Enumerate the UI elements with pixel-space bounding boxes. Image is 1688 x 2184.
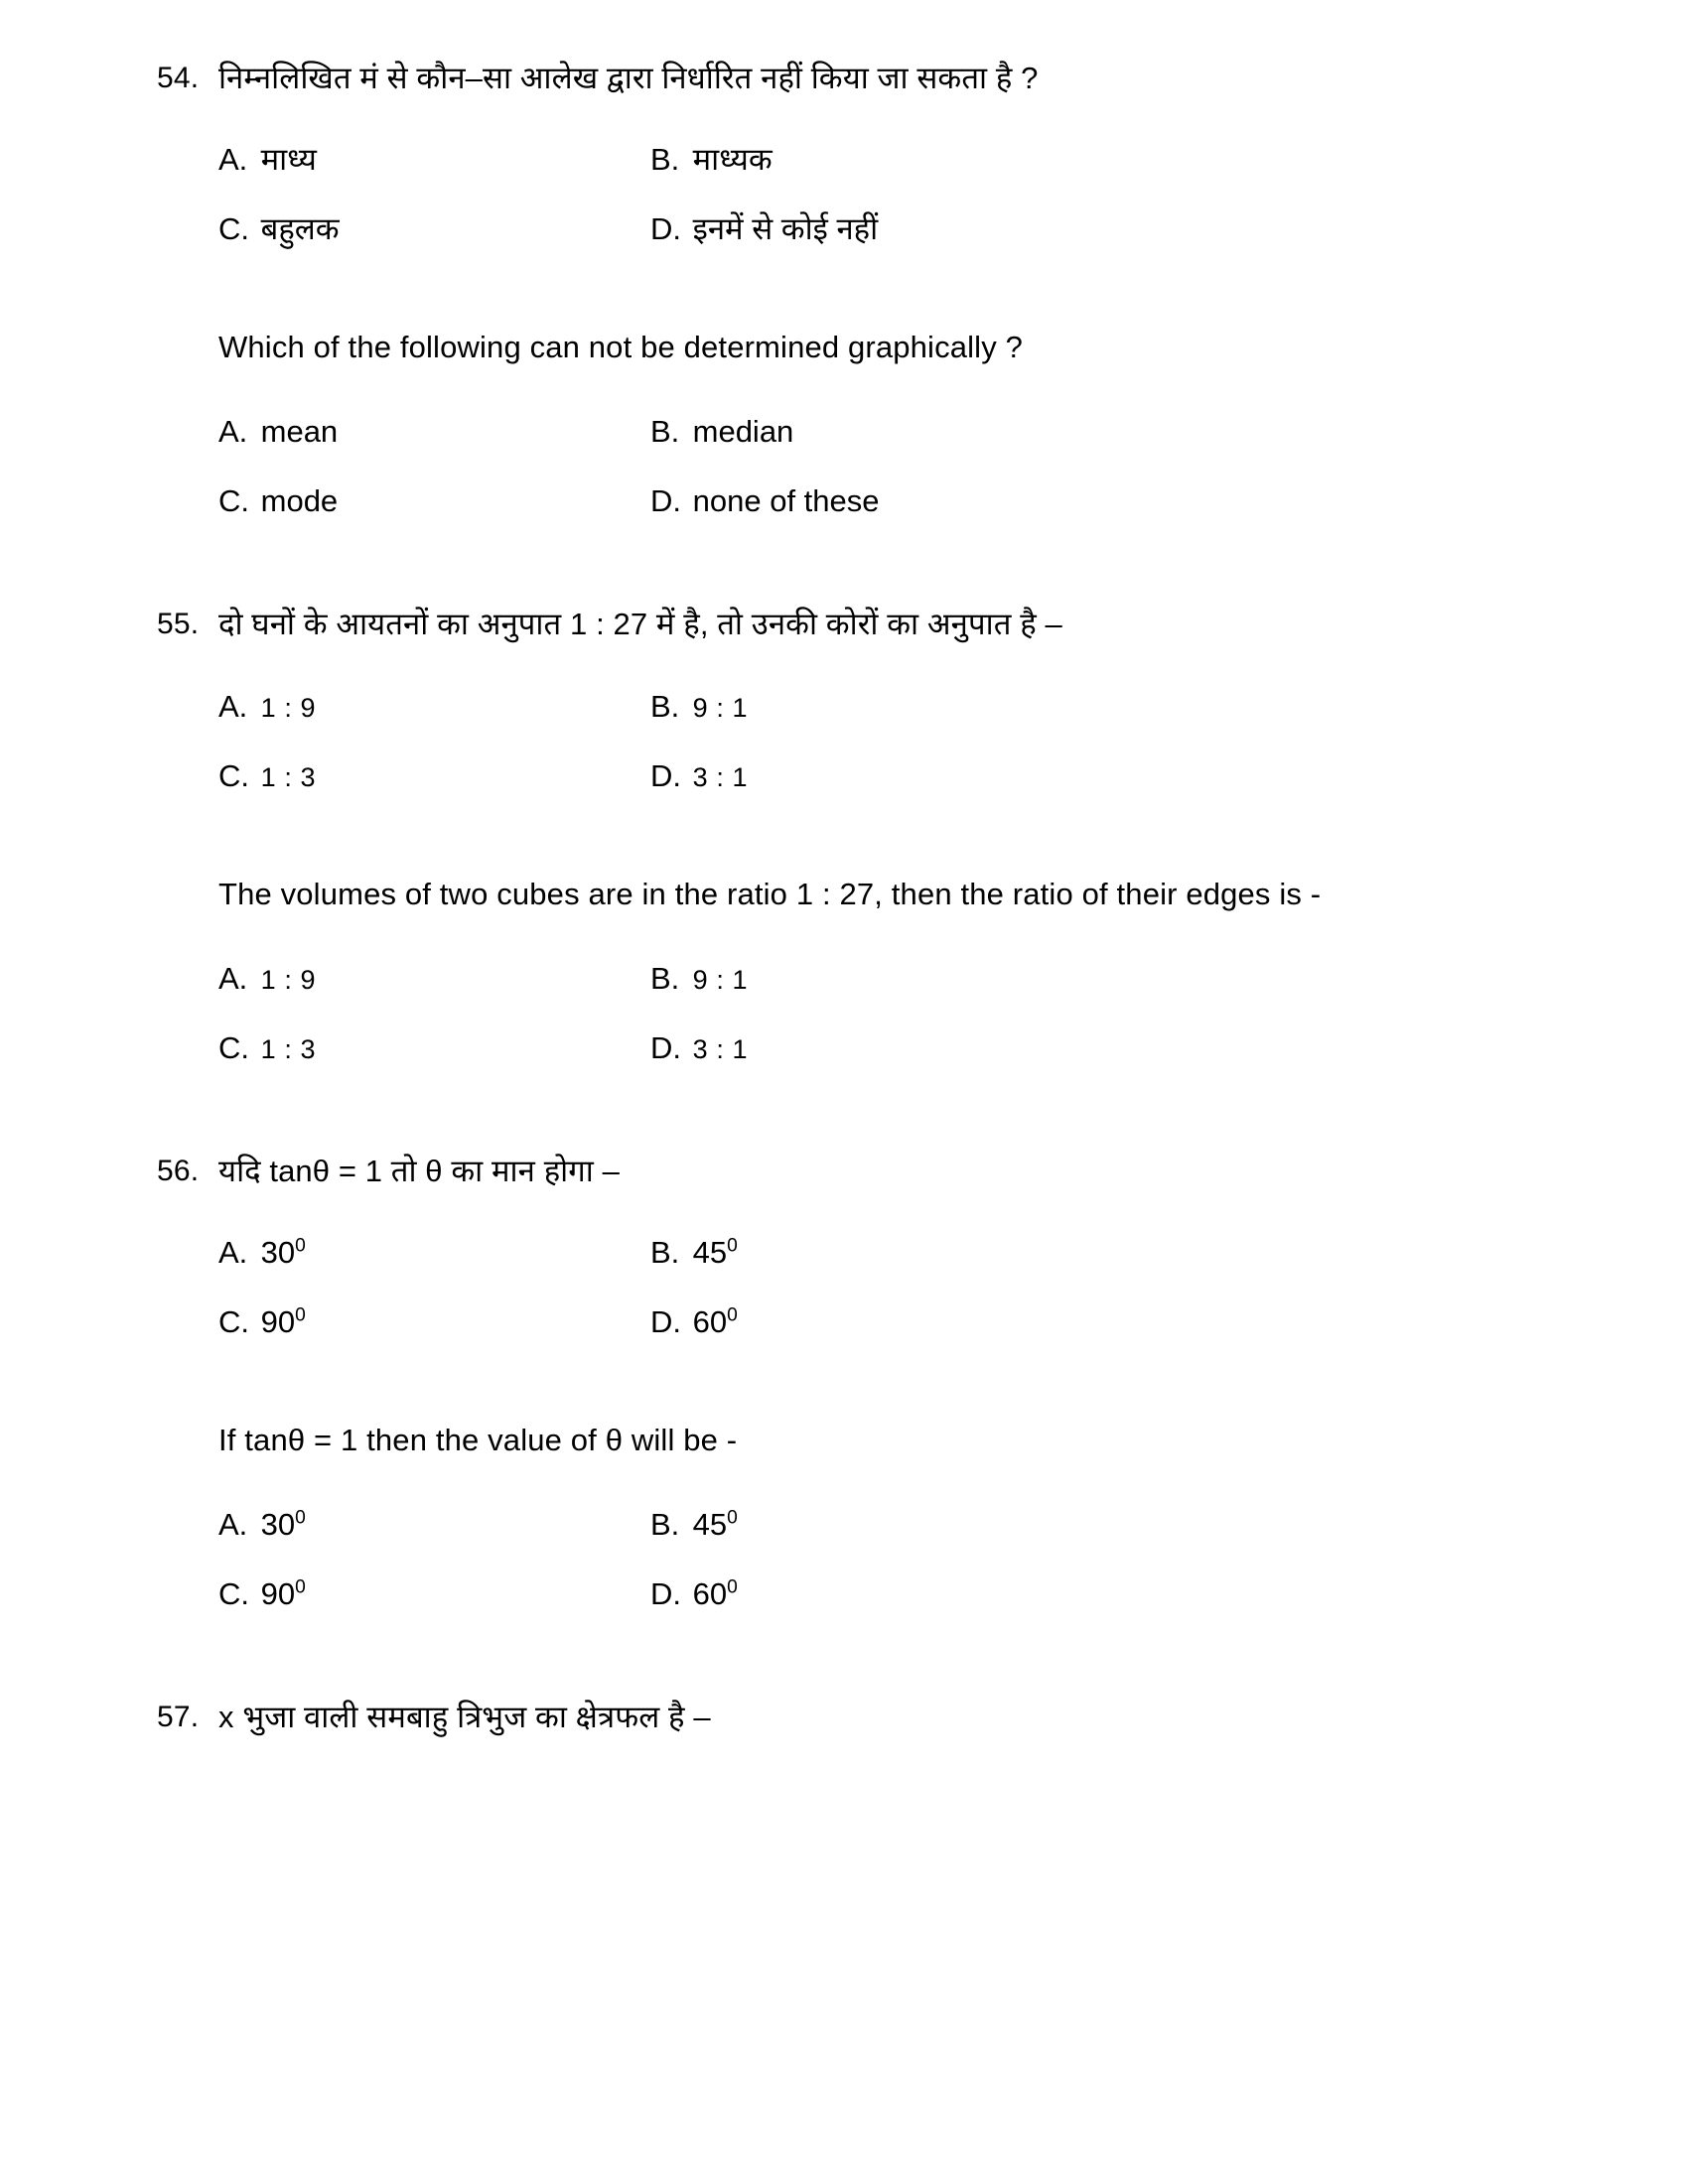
spacer (0, 644, 1688, 688)
option-56-english-c[interactable] (218, 1575, 650, 1612)
question-number-54: 54. (157, 62, 200, 94)
option-value: 45 (692, 1507, 728, 1543)
question-number-57: 57. (157, 1701, 200, 1734)
degree-superscript: 0 (727, 1577, 738, 1599)
option-54-english-b[interactable] (650, 413, 1082, 450)
question-block-54 (0, 60, 1688, 552)
question-54-hindi-row (0, 60, 1688, 97)
option-row (218, 960, 1509, 1029)
spacer (0, 280, 1688, 326)
option-56-hindi-d[interactable] (650, 1303, 1082, 1340)
option-value: 1 : 3 (260, 761, 317, 792)
option-value: 3 : 1 (692, 761, 749, 792)
option-value: mode (260, 483, 339, 519)
question-56-hindi-options (218, 1234, 1509, 1373)
spacer (0, 1190, 1688, 1234)
option-label: D. (650, 211, 681, 247)
spacer (0, 1373, 1688, 1419)
option-label: B. (650, 1507, 680, 1543)
option-55-hindi-d[interactable] (650, 757, 1082, 794)
question-54-hindi-options (218, 141, 1509, 280)
option-value: 90 (260, 1304, 296, 1340)
option-value: माध्य (260, 142, 317, 178)
spacer (0, 97, 1688, 141)
option-value: 45 (692, 1235, 728, 1271)
option-54-hindi-c[interactable] (218, 210, 650, 247)
question-55-english-text: The volumes of two cubes are in the ratio 1 : 27, then the ratio of their edges is - (218, 876, 1322, 911)
option-54-english-a[interactable] (218, 413, 650, 450)
question-54-english-options (218, 413, 1509, 552)
spacer (0, 1099, 1688, 1153)
option-54-english-c[interactable] (218, 482, 650, 519)
option-55-english-c[interactable] (218, 1029, 650, 1066)
option-label: D. (650, 1029, 681, 1065)
option-label: A. (218, 1507, 248, 1543)
option-54-hindi-b[interactable] (650, 141, 1082, 178)
option-label: C. (218, 1304, 249, 1340)
option-value: 1 : 9 (260, 692, 317, 723)
option-56-english-a[interactable] (218, 1506, 650, 1543)
option-row (218, 1575, 1509, 1645)
question-55-hindi-options (218, 688, 1509, 827)
option-56-hindi-c[interactable] (218, 1303, 650, 1340)
degree-superscript: 0 (295, 1305, 306, 1327)
option-value: mean (260, 414, 339, 450)
option-label: A. (218, 688, 248, 724)
option-55-english-d[interactable] (650, 1029, 1082, 1066)
degree-superscript: 0 (295, 1508, 306, 1530)
option-label: C. (218, 1576, 249, 1612)
option-56-english-b[interactable] (650, 1506, 1082, 1543)
option-row (218, 141, 1509, 210)
option-label: B. (650, 1235, 680, 1271)
option-row (218, 413, 1509, 482)
option-label: D. (650, 1576, 681, 1612)
option-55-english-b[interactable] (650, 960, 1082, 997)
option-value: बहुलक (260, 211, 340, 247)
option-value: 9 : 1 (692, 964, 749, 995)
spacer (0, 916, 1688, 960)
option-56-hindi-a[interactable] (218, 1234, 650, 1271)
option-54-english-d[interactable] (650, 482, 1082, 519)
option-value: इनमें से कोई नहीं (692, 211, 879, 247)
option-label: B. (650, 688, 680, 724)
question-56-english-options (218, 1506, 1509, 1645)
option-label: D. (650, 483, 681, 519)
option-55-hindi-a[interactable] (218, 688, 650, 725)
question-55-hindi-row (0, 606, 1688, 643)
question-number-56: 56. (157, 1154, 200, 1187)
option-label: D. (650, 757, 681, 793)
option-55-english-a[interactable] (218, 960, 650, 997)
option-label: B. (650, 142, 680, 178)
option-label: C. (218, 483, 249, 519)
option-row (218, 1234, 1509, 1303)
degree-superscript: 0 (727, 1508, 738, 1530)
option-54-hindi-d[interactable] (650, 210, 1082, 247)
option-row (218, 1029, 1509, 1099)
spacer (0, 827, 1688, 873)
question-block-57 (0, 1699, 1688, 1736)
option-label: A. (218, 1235, 248, 1271)
spacer (0, 552, 1688, 606)
option-label: D. (650, 1304, 681, 1340)
question-55-hindi-text: दो घनों के आयतनों का अनुपात 1 : 27 में है, तो उनकी कोरों का अनुपात है – (218, 607, 1062, 642)
option-label: C. (218, 211, 249, 247)
option-56-english-d[interactable] (650, 1575, 1082, 1612)
option-54-hindi-a[interactable] (218, 141, 650, 178)
option-row (218, 1506, 1509, 1575)
spacer (0, 1645, 1688, 1699)
option-value: 90 (260, 1576, 296, 1612)
option-value: माध्यक (692, 142, 773, 178)
option-55-hindi-b[interactable] (650, 688, 1082, 725)
option-value: 9 : 1 (692, 692, 749, 723)
option-value: 3 : 1 (692, 1033, 749, 1064)
degree-superscript: 0 (727, 1236, 738, 1258)
option-label: A. (218, 960, 248, 996)
option-value: 30 (260, 1507, 296, 1543)
option-row (218, 757, 1509, 827)
option-row (218, 1303, 1509, 1373)
question-56-hindi-text: यदि tanθ = 1 तो θ का मान होगा – (218, 1153, 620, 1188)
option-55-hindi-c[interactable] (218, 757, 650, 794)
option-value: 1 : 9 (260, 964, 317, 995)
question-54-hindi-text: निम्नलिखित मं से कौन–सा आलेख द्वारा निर्धारित नहीं किया जा सकता है ? (218, 61, 1039, 95)
option-row (218, 210, 1509, 280)
question-56-english-text: If tanθ = 1 then the value of θ will be - (218, 1423, 738, 1458)
spacer (0, 369, 1688, 413)
option-value: 60 (692, 1304, 728, 1340)
option-row (218, 482, 1509, 552)
question-block-55 (0, 606, 1688, 1098)
option-value: median (692, 414, 794, 450)
spacer (0, 1462, 1688, 1506)
option-label: C. (218, 757, 249, 793)
degree-superscript: 0 (727, 1305, 738, 1327)
degree-superscript: 0 (295, 1236, 306, 1258)
degree-superscript: 0 (295, 1577, 306, 1599)
option-label: A. (218, 414, 248, 450)
question-56-hindi-row (0, 1153, 1688, 1190)
option-value: none of these (692, 483, 880, 519)
option-value: 30 (260, 1235, 296, 1271)
question-57-hindi-row (0, 1699, 1688, 1736)
option-label: B. (650, 414, 680, 450)
option-label: B. (650, 960, 680, 996)
question-57-hindi-text: x भुजा वाली समबाहु त्रिभुज का क्षेत्रफल है – (218, 1700, 711, 1735)
option-value: 1 : 3 (260, 1033, 317, 1064)
question-55-english-options (218, 960, 1509, 1099)
question-block-56 (0, 1153, 1688, 1645)
question-number-55: 55. (157, 608, 200, 641)
option-label: C. (218, 1029, 249, 1065)
option-value: 60 (692, 1576, 728, 1612)
option-label: A. (218, 142, 248, 178)
top-margin-spacer (0, 0, 1688, 60)
option-row (218, 688, 1509, 757)
option-56-hindi-b[interactable] (650, 1234, 1082, 1271)
question-54-english-text: Which of the following can not be determined graphically ? (218, 330, 1023, 365)
